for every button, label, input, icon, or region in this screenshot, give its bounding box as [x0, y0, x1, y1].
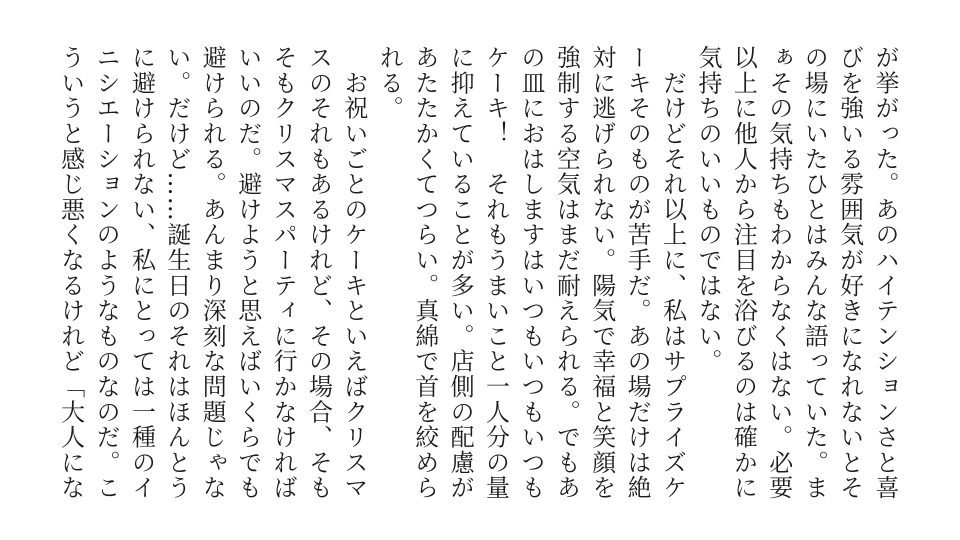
- text-column: 以上に他人から注目を浴びるのは確かに: [729, 45, 758, 501]
- text-column: 対に逃げられない。陽気で幸福と笑顔を: [587, 45, 616, 501]
- text-column: ニシエーションのようなものなのだ。こ: [92, 45, 121, 501]
- text-column: いいのだ。避けようと思えばいくらでも: [233, 45, 262, 501]
- text-column: に避けられない、私にとっては一種のイ: [127, 45, 156, 501]
- text-column: ケーキ！ それもうまいこと一人分の量: [481, 45, 510, 501]
- text-column: の皿におはしますはいつもいつもいつも: [516, 45, 545, 501]
- text-column: お祝いごとのケーキといえばクリスマ: [339, 45, 368, 501]
- text-column: 避けられる。あんまり深刻な問題じゃな: [198, 45, 227, 501]
- text-column: れる。: [375, 45, 404, 121]
- text-column: い。だけど……誕生日のそれはほんとう: [162, 45, 191, 501]
- text-column: びを強いる雰囲気が好きになれないとそ: [835, 45, 864, 501]
- text-column: あたたかくてつらい。真綿で首を絞めら: [410, 45, 439, 501]
- text-column: に抑えていることが多い。店側の配慮が: [446, 45, 475, 501]
- text-column: そもクリスマスパーティに行かなければ: [269, 45, 298, 501]
- text-column: 気持ちのいいものではない。: [693, 45, 722, 374]
- text-column: ういうと感じ悪くなるけれど「大人にな: [56, 45, 85, 501]
- text-column: 強制する空気はまだ耐えられる。でもあ: [552, 45, 581, 501]
- text-column: の場にいたひとはみんな語っていた。ま: [800, 45, 829, 501]
- vertical-text-block: [52, 45, 902, 515]
- text-column: ぁその気持ちもわからなくはない。必要: [764, 45, 793, 501]
- text-column: スのそれもあるけれど、その場合、そも: [304, 45, 333, 501]
- text-column: ーキそのものが苦手だ。あの場だけは絶: [623, 45, 652, 501]
- text-column: が挙がった。あのハイテンションさと喜: [871, 45, 899, 501]
- text-column: だけどそれ以上に、私はサプライズケ: [658, 45, 687, 501]
